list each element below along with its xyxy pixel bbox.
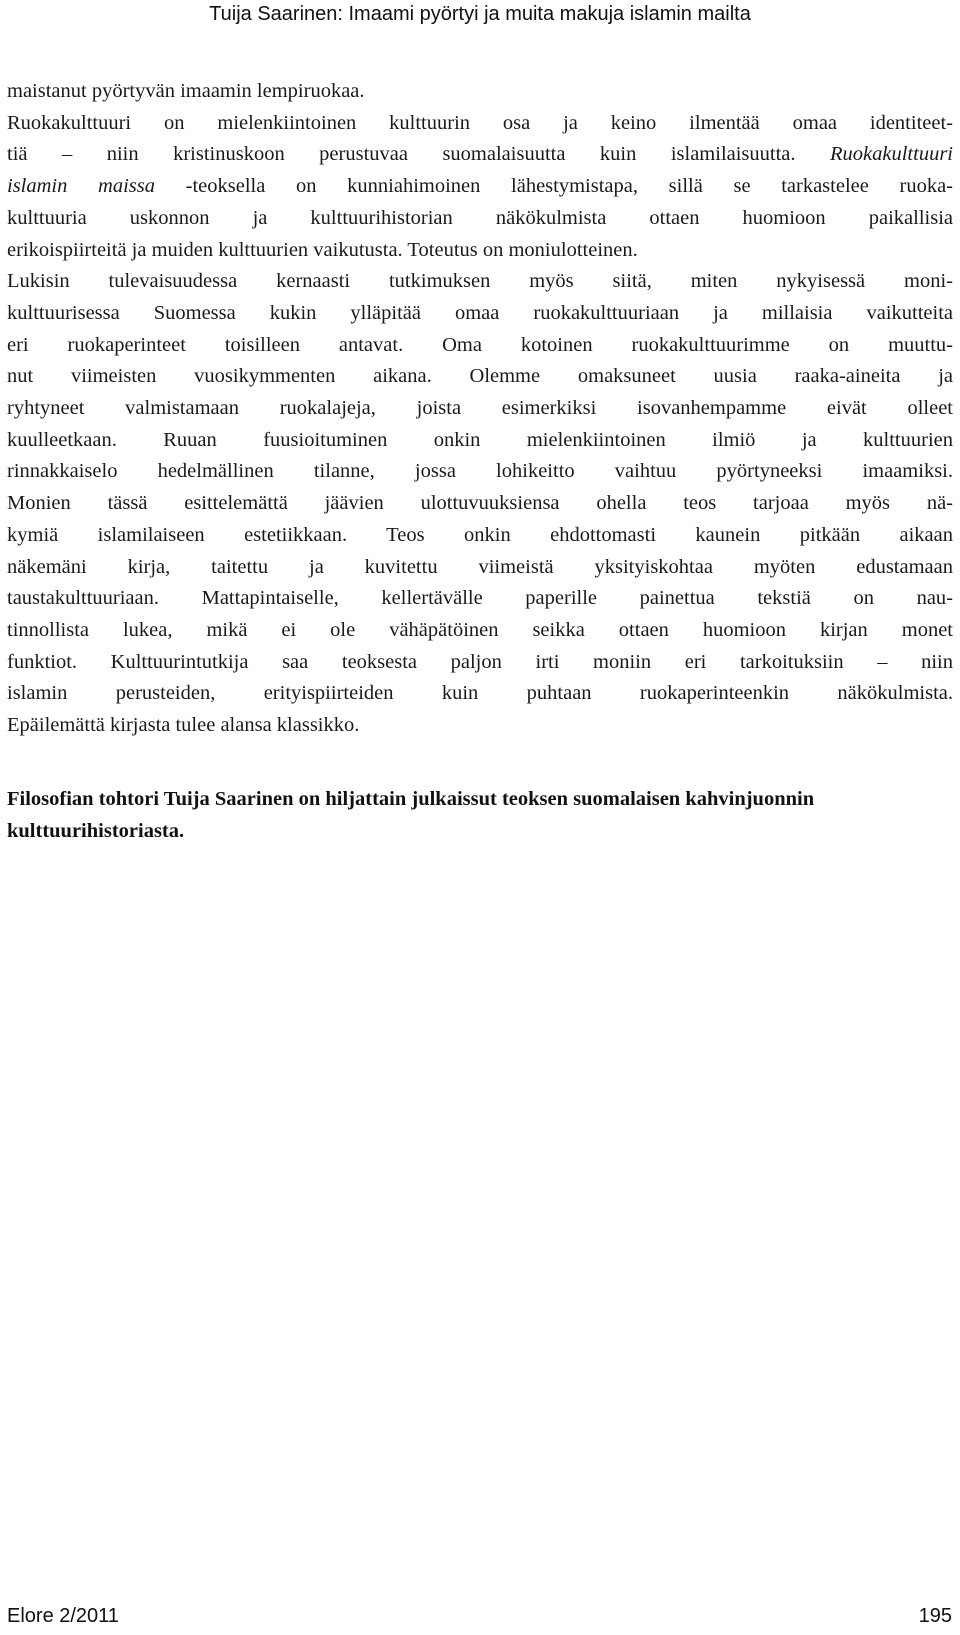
body-line <box>7 552 953 584</box>
body-line <box>7 425 953 457</box>
author-bio: Filosofian tohtori Tuija Saarinen on hiljattain julkaissut teoksen suomalaisen kahvinjuonnin kulttuurihistoriasta. <box>7 788 815 842</box>
body-line-text: Monien tässä esittelemättä jäävien ulottuvuuksiensa ohella teos tarjoaa myös nä- <box>7 492 953 515</box>
body-line-text: eri ruokaperinteet toisilleen antavat. Oma kotoinen ruokakulttuurimme on muuttu- <box>7 333 953 356</box>
body-line-text: erikoispiirteitä ja muiden kulttuurien vaikutusta. Toteutus on moniulotteinen. <box>7 238 638 261</box>
body-line <box>7 393 953 425</box>
body-line-text: kulttuuria uskonnon ja kulttuurihistorian näkökulmista ottaen huomioon paikallisia <box>7 206 953 229</box>
body-line <box>7 361 953 393</box>
body-line-text: Epäilemättä kirjasta tulee alansa klassikko. <box>7 714 360 737</box>
page-number: 195 <box>918 1605 952 1627</box>
body-line-text: kulttuurisessa Suomessa kukin ylläpitää omaa ruokakulttuuriaan ja millaisia vaikutteita <box>7 301 953 324</box>
body-line-text: taustakulttuuriaan. Mattapintaiselle, kellertävälle paperille painettua tekstiä on nau- <box>7 587 953 610</box>
body-line-text: ryhtyneet valmistamaan ruokalajeja, joista esimerkiksi isovanhempamme eivät olleet <box>7 397 953 420</box>
body-line <box>7 583 953 615</box>
article-body <box>7 76 953 742</box>
body-line <box>7 488 953 520</box>
body-line <box>7 710 953 742</box>
body-line-text: tiä – niin kristinuskoon perustuvaa suomalaisuutta kuin islamilaisuutta. <box>7 143 796 166</box>
body-line <box>7 456 953 488</box>
body-line <box>7 647 953 679</box>
body-line <box>7 266 953 298</box>
running-header: Tuija Saarinen: Imaami pyörtyi ja muita makuja islamin mailta <box>209 3 751 25</box>
book-title-italic: Ruokakulttuuri <box>830 143 953 166</box>
body-line-text: rinnakkaiselo hedelmällinen tilanne, jossa lohikeitto vaihtuu pyörtyneeksi imaamiksi. <box>7 460 953 483</box>
body-line <box>7 235 953 267</box>
journal-issue: Elore 2/2011 <box>7 1605 119 1627</box>
body-line <box>7 203 953 235</box>
body-line-text: Ruokakulttuuri on mielenkiintoinen kulttuurin osa ja keino ilmentää omaa identiteet- <box>7 111 953 134</box>
body-line-text: maistanut pyörtyvän imaamin lempiruokaa. <box>7 80 365 102</box>
body-line-text: kymiä islamilaiseen estetiikkaan. Teos onkin ehdottomasti kaunein pitkään aikaan <box>7 523 953 546</box>
body-line-text: Lukisin tulevaisuudessa kernaasti tutkimuksen myös siitä, miten nykyisessä moni- <box>7 270 953 293</box>
body-line <box>7 330 953 362</box>
body-line <box>7 298 953 330</box>
book-title-italic: islamin maissa <box>7 175 155 198</box>
body-line <box>7 615 953 647</box>
body-line-text: -teoksella on kunniahimoinen lähestymistapa, sillä se tarkastelee ruoka- <box>154 175 953 198</box>
body-line-text: funktiot. Kulttuurintutkija saa teoksesta paljon irti moniin eri tarkoituksiin – niin <box>7 650 953 673</box>
body-line <box>7 520 953 552</box>
body-line-text: näkemäni kirja, taitettu ja kuvitettu viimeistä yksityiskohtaa myöten edustamaan <box>7 555 953 578</box>
body-line <box>7 139 953 171</box>
body-line <box>7 108 953 140</box>
body-line-text: nut viimeisten vuosikymmenten aikana. Olemme omaksuneet uusia raaka-aineita ja <box>7 365 953 388</box>
body-line-text: kuulleetkaan. Ruuan fuusioituminen onkin mielenkiintoinen ilmiö ja kulttuurien <box>7 428 953 451</box>
body-line-text: islamin perusteiden, erityispiirteiden kuin puhtaan ruokaperinteenkin näkökulmista. <box>7 682 953 705</box>
body-line-text: tinnollista lukea, mikä ei ole vähäpätöinen seikka ottaen huomioon kirjan monet <box>7 618 953 641</box>
body-line <box>7 171 953 203</box>
body-line <box>7 678 953 710</box>
body-line <box>7 76 953 108</box>
